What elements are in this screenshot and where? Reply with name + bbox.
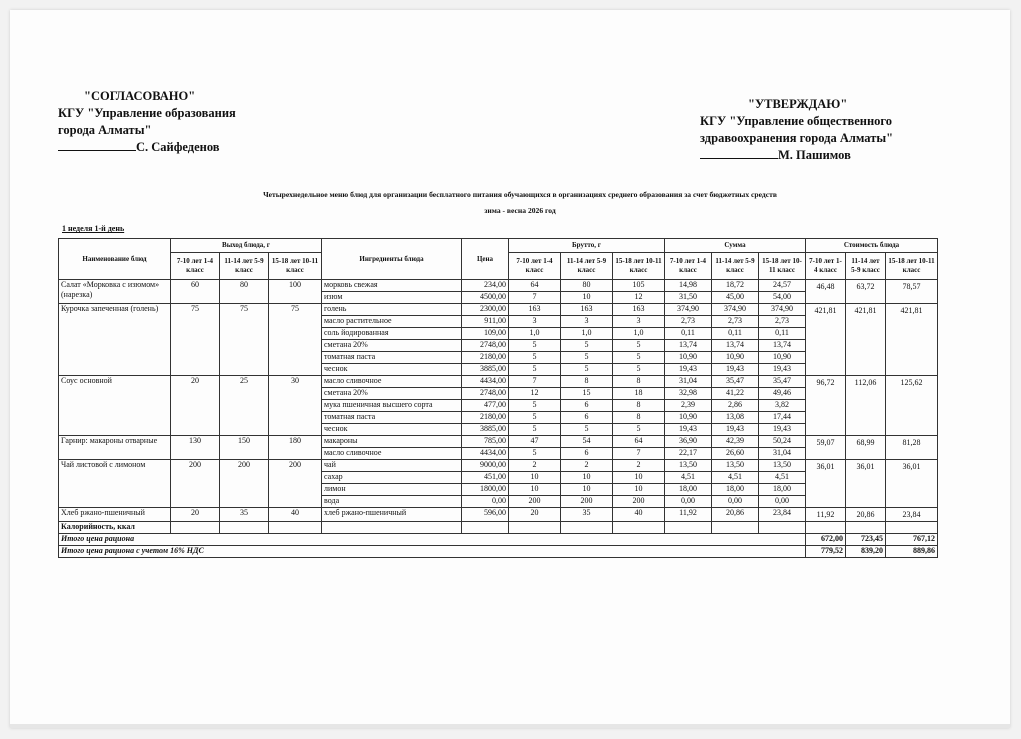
ingredient-sum: 0,00 xyxy=(665,496,712,508)
ingredient-name: голень xyxy=(322,304,462,316)
document-title: Четырехнедельное меню блюд для организации бесплатного питания обучающихся в организациях среднего образования за счет бюджетных средств xyxy=(263,190,777,199)
ingredient-sum: 19,43 xyxy=(712,424,759,436)
header-age-group: 7-10 лет 1-4 класс xyxy=(171,253,220,280)
dish-output-value: 200 xyxy=(269,460,322,508)
ingredient-gross: 2 xyxy=(561,460,613,472)
ingredient-sum: 24,57 xyxy=(759,280,806,292)
ingredient-price: 3885,00 xyxy=(462,364,509,376)
dish-cost-value: 112,06 xyxy=(846,376,886,436)
table-row xyxy=(59,304,938,316)
header-sum: Сумма xyxy=(665,239,806,253)
ingredient-gross: 64 xyxy=(613,436,665,448)
total-vat-value: 889,86 xyxy=(886,546,938,558)
ingredient-gross: 2 xyxy=(509,460,561,472)
empty-cell xyxy=(886,522,938,534)
approve-signature xyxy=(700,147,893,164)
total-vat-value: 839,20 xyxy=(846,546,886,558)
ingredient-price: 1800,00 xyxy=(462,484,509,496)
ingredient-gross: 7 xyxy=(509,376,561,388)
ingredient-gross: 163 xyxy=(613,304,665,316)
total-vat-row xyxy=(59,546,938,558)
dish-cost-value: 421,81 xyxy=(806,304,846,376)
ingredient-sum: 19,43 xyxy=(665,364,712,376)
empty-cell xyxy=(806,522,846,534)
empty-cell xyxy=(220,522,269,534)
ingredient-gross: 10 xyxy=(613,472,665,484)
ingredient-gross: 15 xyxy=(561,388,613,400)
ingredient-gross: 5 xyxy=(509,400,561,412)
ingredient-sum: 31,50 xyxy=(665,292,712,304)
ingredient-sum: 0,11 xyxy=(712,328,759,340)
ingredient-name: чай xyxy=(322,460,462,472)
header-age-group: 15-18 лет 10-11 класс xyxy=(613,253,665,280)
ingredient-gross: 163 xyxy=(509,304,561,316)
ingredient-gross: 64 xyxy=(509,280,561,292)
ingredient-sum: 0,11 xyxy=(665,328,712,340)
ingredient-sum: 35,47 xyxy=(712,376,759,388)
empty-cell xyxy=(462,522,509,534)
ingredient-name: масло сливочное xyxy=(322,448,462,460)
ingredient-sum: 31,04 xyxy=(759,448,806,460)
ingredient-gross: 1,0 xyxy=(561,328,613,340)
dish-cost-value: 421,81 xyxy=(846,304,886,376)
ingredient-name: мука пшеничная высшего сорта xyxy=(322,400,462,412)
approval-block xyxy=(58,88,236,156)
ingredient-price: 2748,00 xyxy=(462,340,509,352)
ingredient-price: 2180,00 xyxy=(462,352,509,364)
ingredient-gross: 7 xyxy=(613,448,665,460)
ingredient-gross: 200 xyxy=(509,496,561,508)
dish-name: Хлеб ржано-пшеничный xyxy=(59,508,171,522)
ingredient-gross: 6 xyxy=(561,412,613,424)
dish-output-value: 80 xyxy=(220,280,269,304)
week-day-label: 1 неделя 1-й день xyxy=(62,224,125,233)
dish-cost-value: 59,07 xyxy=(806,436,846,460)
ingredient-gross: 163 xyxy=(561,304,613,316)
ingredient-sum: 18,00 xyxy=(665,484,712,496)
ingredient-sum: 3,82 xyxy=(759,400,806,412)
header-age-group: 11-14 лет 5-9 класс xyxy=(220,253,269,280)
empty-cell xyxy=(322,522,462,534)
ingredient-gross: 200 xyxy=(561,496,613,508)
dish-output-value: 150 xyxy=(220,436,269,460)
header-price: Цена xyxy=(462,239,509,280)
header-age-group: 7-10 лет 1-4 класс xyxy=(509,253,561,280)
ingredient-name: соль йодированная xyxy=(322,328,462,340)
ingredient-gross: 3 xyxy=(509,316,561,328)
dish-output-value: 75 xyxy=(171,304,220,376)
total-row xyxy=(59,534,938,546)
header-age-group: 11-14 лет 5-9 класс xyxy=(712,253,759,280)
dish-output-value: 200 xyxy=(220,460,269,508)
dish-output-value: 75 xyxy=(269,304,322,376)
ingredient-price: 9000,00 xyxy=(462,460,509,472)
dish-output-value: 75 xyxy=(220,304,269,376)
table-row xyxy=(59,508,938,522)
ingredient-gross: 47 xyxy=(509,436,561,448)
ingredient-price: 4434,00 xyxy=(462,376,509,388)
ingredient-gross: 12 xyxy=(613,292,665,304)
dish-cost-value: 68,99 xyxy=(846,436,886,460)
ingredient-price: 234,00 xyxy=(462,280,509,292)
ingredient-sum: 14,98 xyxy=(665,280,712,292)
total-value: 767,12 xyxy=(886,534,938,546)
ingredient-gross: 5 xyxy=(613,340,665,352)
ingredient-sum: 13,08 xyxy=(712,412,759,424)
header-age-group: 7-10 лет 1-4 класс xyxy=(665,253,712,280)
ingredient-gross: 5 xyxy=(509,340,561,352)
ingredient-sum: 22,17 xyxy=(665,448,712,460)
dish-output-value: 35 xyxy=(220,508,269,522)
ingredient-sum: 17,44 xyxy=(759,412,806,424)
ingredient-sum: 18,00 xyxy=(712,484,759,496)
dish-cost-value: 78,57 xyxy=(886,280,938,304)
ingredient-sum: 31,04 xyxy=(665,376,712,388)
ingredient-name: морковь свежая xyxy=(322,280,462,292)
ingredient-sum: 42,39 xyxy=(712,436,759,448)
dish-output-value: 60 xyxy=(171,280,220,304)
calories-label: Калорийность, ккал xyxy=(59,522,171,534)
ingredient-name: томатная паста xyxy=(322,412,462,424)
ingredient-sum: 13,50 xyxy=(759,460,806,472)
ingredient-name: масло растительное xyxy=(322,316,462,328)
ingredient-sum: 19,43 xyxy=(759,424,806,436)
ingredient-sum: 0,00 xyxy=(759,496,806,508)
ingredient-gross: 12 xyxy=(509,388,561,400)
ingredient-name: чеснок xyxy=(322,364,462,376)
dish-cost-value: 11,92 xyxy=(806,508,846,522)
empty-cell xyxy=(561,522,613,534)
ingredient-sum: 13,74 xyxy=(759,340,806,352)
ingredient-gross: 8 xyxy=(613,412,665,424)
table-row xyxy=(59,436,938,448)
empty-cell xyxy=(613,522,665,534)
total-label: Итого цена рациона xyxy=(59,534,806,546)
table-row xyxy=(59,460,938,472)
dish-name: Гарнир: макароны отварные xyxy=(59,436,171,460)
ingredient-gross: 10 xyxy=(561,472,613,484)
ingredient-gross: 5 xyxy=(561,364,613,376)
dish-output-value: 200 xyxy=(171,460,220,508)
table-row xyxy=(59,376,938,388)
ingredient-price: 0,00 xyxy=(462,496,509,508)
ingredient-name: хлеб ржано-пшеничный xyxy=(322,508,462,522)
ingredient-sum: 374,90 xyxy=(759,304,806,316)
ingredient-sum: 18,00 xyxy=(759,484,806,496)
ingredient-sum: 13,50 xyxy=(712,460,759,472)
approval-org-line1: КГУ "Управление образования xyxy=(58,106,236,120)
ingredient-gross: 54 xyxy=(561,436,613,448)
dish-cost-value: 81,28 xyxy=(886,436,938,460)
header-output: Выход блюда, г xyxy=(171,239,322,253)
empty-cell xyxy=(509,522,561,534)
header-age-group: 15-18 лет 10-11 класс xyxy=(269,253,322,280)
ingredient-sum: 50,24 xyxy=(759,436,806,448)
ingredient-gross: 5 xyxy=(509,412,561,424)
approve-signature-name: М. Пашимов xyxy=(778,148,851,162)
header-age-group: 15-18 лет 10-11 класс xyxy=(886,253,938,280)
ingredient-sum: 2,86 xyxy=(712,400,759,412)
dish-output-value: 25 xyxy=(220,376,269,436)
ingredient-gross: 3 xyxy=(561,316,613,328)
ingredient-gross: 20 xyxy=(509,508,561,522)
ingredient-gross: 18 xyxy=(613,388,665,400)
approve-label: "УТВЕРЖДАЮ" xyxy=(748,97,848,111)
dish-cost-value: 421,81 xyxy=(886,304,938,376)
header-age-group: 15-18 лет 10-11 класс xyxy=(759,253,806,280)
ingredient-sum: 2,73 xyxy=(665,316,712,328)
dish-cost-value: 125,62 xyxy=(886,376,938,436)
ingredient-sum: 35,47 xyxy=(759,376,806,388)
calories-row xyxy=(59,522,938,534)
ingredient-gross: 1,0 xyxy=(509,328,561,340)
ingredient-gross: 5 xyxy=(509,424,561,436)
approve-org-line1: КГУ "Управление общественного xyxy=(700,114,893,128)
header-gross: Брутто, г xyxy=(509,239,665,253)
header-age-group: 7-10 лет 1-4 класс xyxy=(806,253,846,280)
ingredient-sum: 10,90 xyxy=(712,352,759,364)
dish-name: Курочка запеченная (голень) xyxy=(59,304,171,376)
empty-cell xyxy=(712,522,759,534)
ingredient-sum: 13,50 xyxy=(665,460,712,472)
ingredient-sum: 13,74 xyxy=(665,340,712,352)
header-age-group: 11-14 лет 5-9 класс xyxy=(561,253,613,280)
ingredient-gross: 6 xyxy=(561,448,613,460)
header-dish-name: Наименование блюд xyxy=(59,239,171,280)
ingredient-gross: 200 xyxy=(613,496,665,508)
ingredient-gross: 8 xyxy=(561,376,613,388)
ingredient-sum: 19,43 xyxy=(665,424,712,436)
ingredient-sum: 2,73 xyxy=(712,316,759,328)
ingredient-gross: 5 xyxy=(613,424,665,436)
ingredient-sum: 26,60 xyxy=(712,448,759,460)
table-row xyxy=(59,280,938,292)
ingredient-name: чеснок xyxy=(322,424,462,436)
dish-output-value: 100 xyxy=(269,280,322,304)
ingredient-gross: 10 xyxy=(613,484,665,496)
dish-cost-value: 63,72 xyxy=(846,280,886,304)
ingredient-sum: 54,00 xyxy=(759,292,806,304)
ingredient-gross: 5 xyxy=(561,352,613,364)
ingredient-name: изюм xyxy=(322,292,462,304)
ingredient-gross: 40 xyxy=(613,508,665,522)
empty-cell xyxy=(846,522,886,534)
ingredient-sum: 18,72 xyxy=(712,280,759,292)
ingredient-gross: 5 xyxy=(509,448,561,460)
ingredient-sum: 4,51 xyxy=(759,472,806,484)
ingredient-sum: 13,74 xyxy=(712,340,759,352)
dish-cost-value: 23,84 xyxy=(886,508,938,522)
empty-cell xyxy=(665,522,712,534)
ingredient-gross: 5 xyxy=(561,340,613,352)
approval-label: "СОГЛАСОВАНО" xyxy=(84,89,196,103)
dish-cost-value: 96,72 xyxy=(806,376,846,436)
ingredient-gross: 10 xyxy=(561,484,613,496)
approval-signature-name: С. Сайфеденов xyxy=(136,140,220,154)
ingredient-gross: 5 xyxy=(613,364,665,376)
ingredient-sum: 0,11 xyxy=(759,328,806,340)
approval-signature xyxy=(58,139,236,156)
ingredient-name: макароны xyxy=(322,436,462,448)
dish-output-value: 20 xyxy=(171,376,220,436)
dish-output-value: 40 xyxy=(269,508,322,522)
ingredient-price: 109,00 xyxy=(462,328,509,340)
ingredient-gross: 105 xyxy=(613,280,665,292)
ingredient-name: сахар xyxy=(322,472,462,484)
ingredient-sum: 19,43 xyxy=(712,364,759,376)
empty-cell xyxy=(759,522,806,534)
ingredient-sum: 20,86 xyxy=(712,508,759,522)
ingredient-sum: 0,00 xyxy=(712,496,759,508)
dish-name: Чай листовой с лимоном xyxy=(59,460,171,508)
ingredient-price: 2748,00 xyxy=(462,388,509,400)
signature-line xyxy=(700,147,778,159)
ingredient-price: 451,00 xyxy=(462,472,509,484)
header-row xyxy=(59,239,938,253)
ingredient-sum: 19,43 xyxy=(759,364,806,376)
header-age-group: 11-14 лет 5-9 класс xyxy=(846,253,886,280)
ingredient-gross: 8 xyxy=(613,400,665,412)
signature-line xyxy=(58,139,136,151)
total-vat-label: Итого цена рациона с учетом 16% НДС xyxy=(59,546,806,558)
dish-name: Соус основной xyxy=(59,376,171,436)
ingredient-price: 2180,00 xyxy=(462,412,509,424)
ingredient-sum: 10,90 xyxy=(759,352,806,364)
ingredient-sum: 11,92 xyxy=(665,508,712,522)
ingredient-name: масло сливочное xyxy=(322,376,462,388)
ingredient-price: 911,00 xyxy=(462,316,509,328)
ingredient-name: лимон xyxy=(322,484,462,496)
ingredient-price: 4500,00 xyxy=(462,292,509,304)
ingredient-sum: 4,51 xyxy=(665,472,712,484)
document-page xyxy=(10,10,1010,728)
ingredient-gross: 7 xyxy=(509,292,561,304)
ingredient-name: томатная паста xyxy=(322,352,462,364)
dish-output-value: 20 xyxy=(171,508,220,522)
ingredient-sum: 41,22 xyxy=(712,388,759,400)
ingredient-gross: 35 xyxy=(561,508,613,522)
ingredient-gross: 80 xyxy=(561,280,613,292)
ingredient-gross: 2 xyxy=(613,460,665,472)
ingredient-gross: 1,0 xyxy=(613,328,665,340)
empty-cell xyxy=(269,522,322,534)
dish-output-value: 180 xyxy=(269,436,322,460)
menu-table-body xyxy=(59,239,938,558)
ingredient-gross: 8 xyxy=(613,376,665,388)
ingredient-gross: 6 xyxy=(561,400,613,412)
ingredient-price: 2300,00 xyxy=(462,304,509,316)
ingredient-gross: 5 xyxy=(509,352,561,364)
ingredient-name: вода xyxy=(322,496,462,508)
header-ingredients: Ингредиенты блюда xyxy=(322,239,462,280)
ingredient-sum: 2,39 xyxy=(665,400,712,412)
page-bottom-edge xyxy=(10,724,1010,728)
approve-org-line2: здравоохранения города Алматы" xyxy=(700,131,894,145)
total-value: 723,45 xyxy=(846,534,886,546)
ingredient-price: 785,00 xyxy=(462,436,509,448)
ingredient-gross: 10 xyxy=(561,292,613,304)
dish-output-value: 30 xyxy=(269,376,322,436)
dish-output-value: 130 xyxy=(171,436,220,460)
ingredient-gross: 5 xyxy=(613,352,665,364)
ingredient-sum: 49,46 xyxy=(759,388,806,400)
total-value: 672,00 xyxy=(806,534,846,546)
ingredient-price: 3885,00 xyxy=(462,424,509,436)
ingredient-price: 4434,00 xyxy=(462,448,509,460)
ingredient-gross: 3 xyxy=(613,316,665,328)
document-subtitle: зима - весна 2026 год xyxy=(484,206,556,215)
ingredient-sum: 374,90 xyxy=(665,304,712,316)
approval-org-line2: города Алматы" xyxy=(58,123,152,137)
ingredient-sum: 10,90 xyxy=(665,352,712,364)
ingredient-gross: 5 xyxy=(561,424,613,436)
empty-cell xyxy=(171,522,220,534)
ingredient-gross: 10 xyxy=(509,472,561,484)
dish-name: Салат «Морковка с изюмом» (нарезка) xyxy=(59,280,171,304)
ingredient-name: сметана 20% xyxy=(322,388,462,400)
ingredient-gross: 5 xyxy=(509,364,561,376)
ingredient-sum: 10,90 xyxy=(665,412,712,424)
ingredient-name: сметана 20% xyxy=(322,340,462,352)
ingredient-sum: 45,00 xyxy=(712,292,759,304)
ingredient-sum: 32,98 xyxy=(665,388,712,400)
dish-cost-value: 46,48 xyxy=(806,280,846,304)
ingredient-price: 596,00 xyxy=(462,508,509,522)
dish-cost-value: 20,86 xyxy=(846,508,886,522)
total-vat-value: 779,52 xyxy=(806,546,846,558)
ingredient-sum: 2,73 xyxy=(759,316,806,328)
ingredient-sum: 23,84 xyxy=(759,508,806,522)
header-cost: Стоимость блюда xyxy=(806,239,938,253)
approve-block xyxy=(700,96,893,164)
menu-table xyxy=(58,238,938,558)
dish-cost-value: 36,01 xyxy=(886,460,938,508)
ingredient-gross: 10 xyxy=(509,484,561,496)
ingredient-sum: 36,90 xyxy=(665,436,712,448)
dish-cost-value: 36,01 xyxy=(806,460,846,508)
dish-cost-value: 36,01 xyxy=(846,460,886,508)
ingredient-price: 477,00 xyxy=(462,400,509,412)
ingredient-sum: 4,51 xyxy=(712,472,759,484)
ingredient-sum: 374,90 xyxy=(712,304,759,316)
